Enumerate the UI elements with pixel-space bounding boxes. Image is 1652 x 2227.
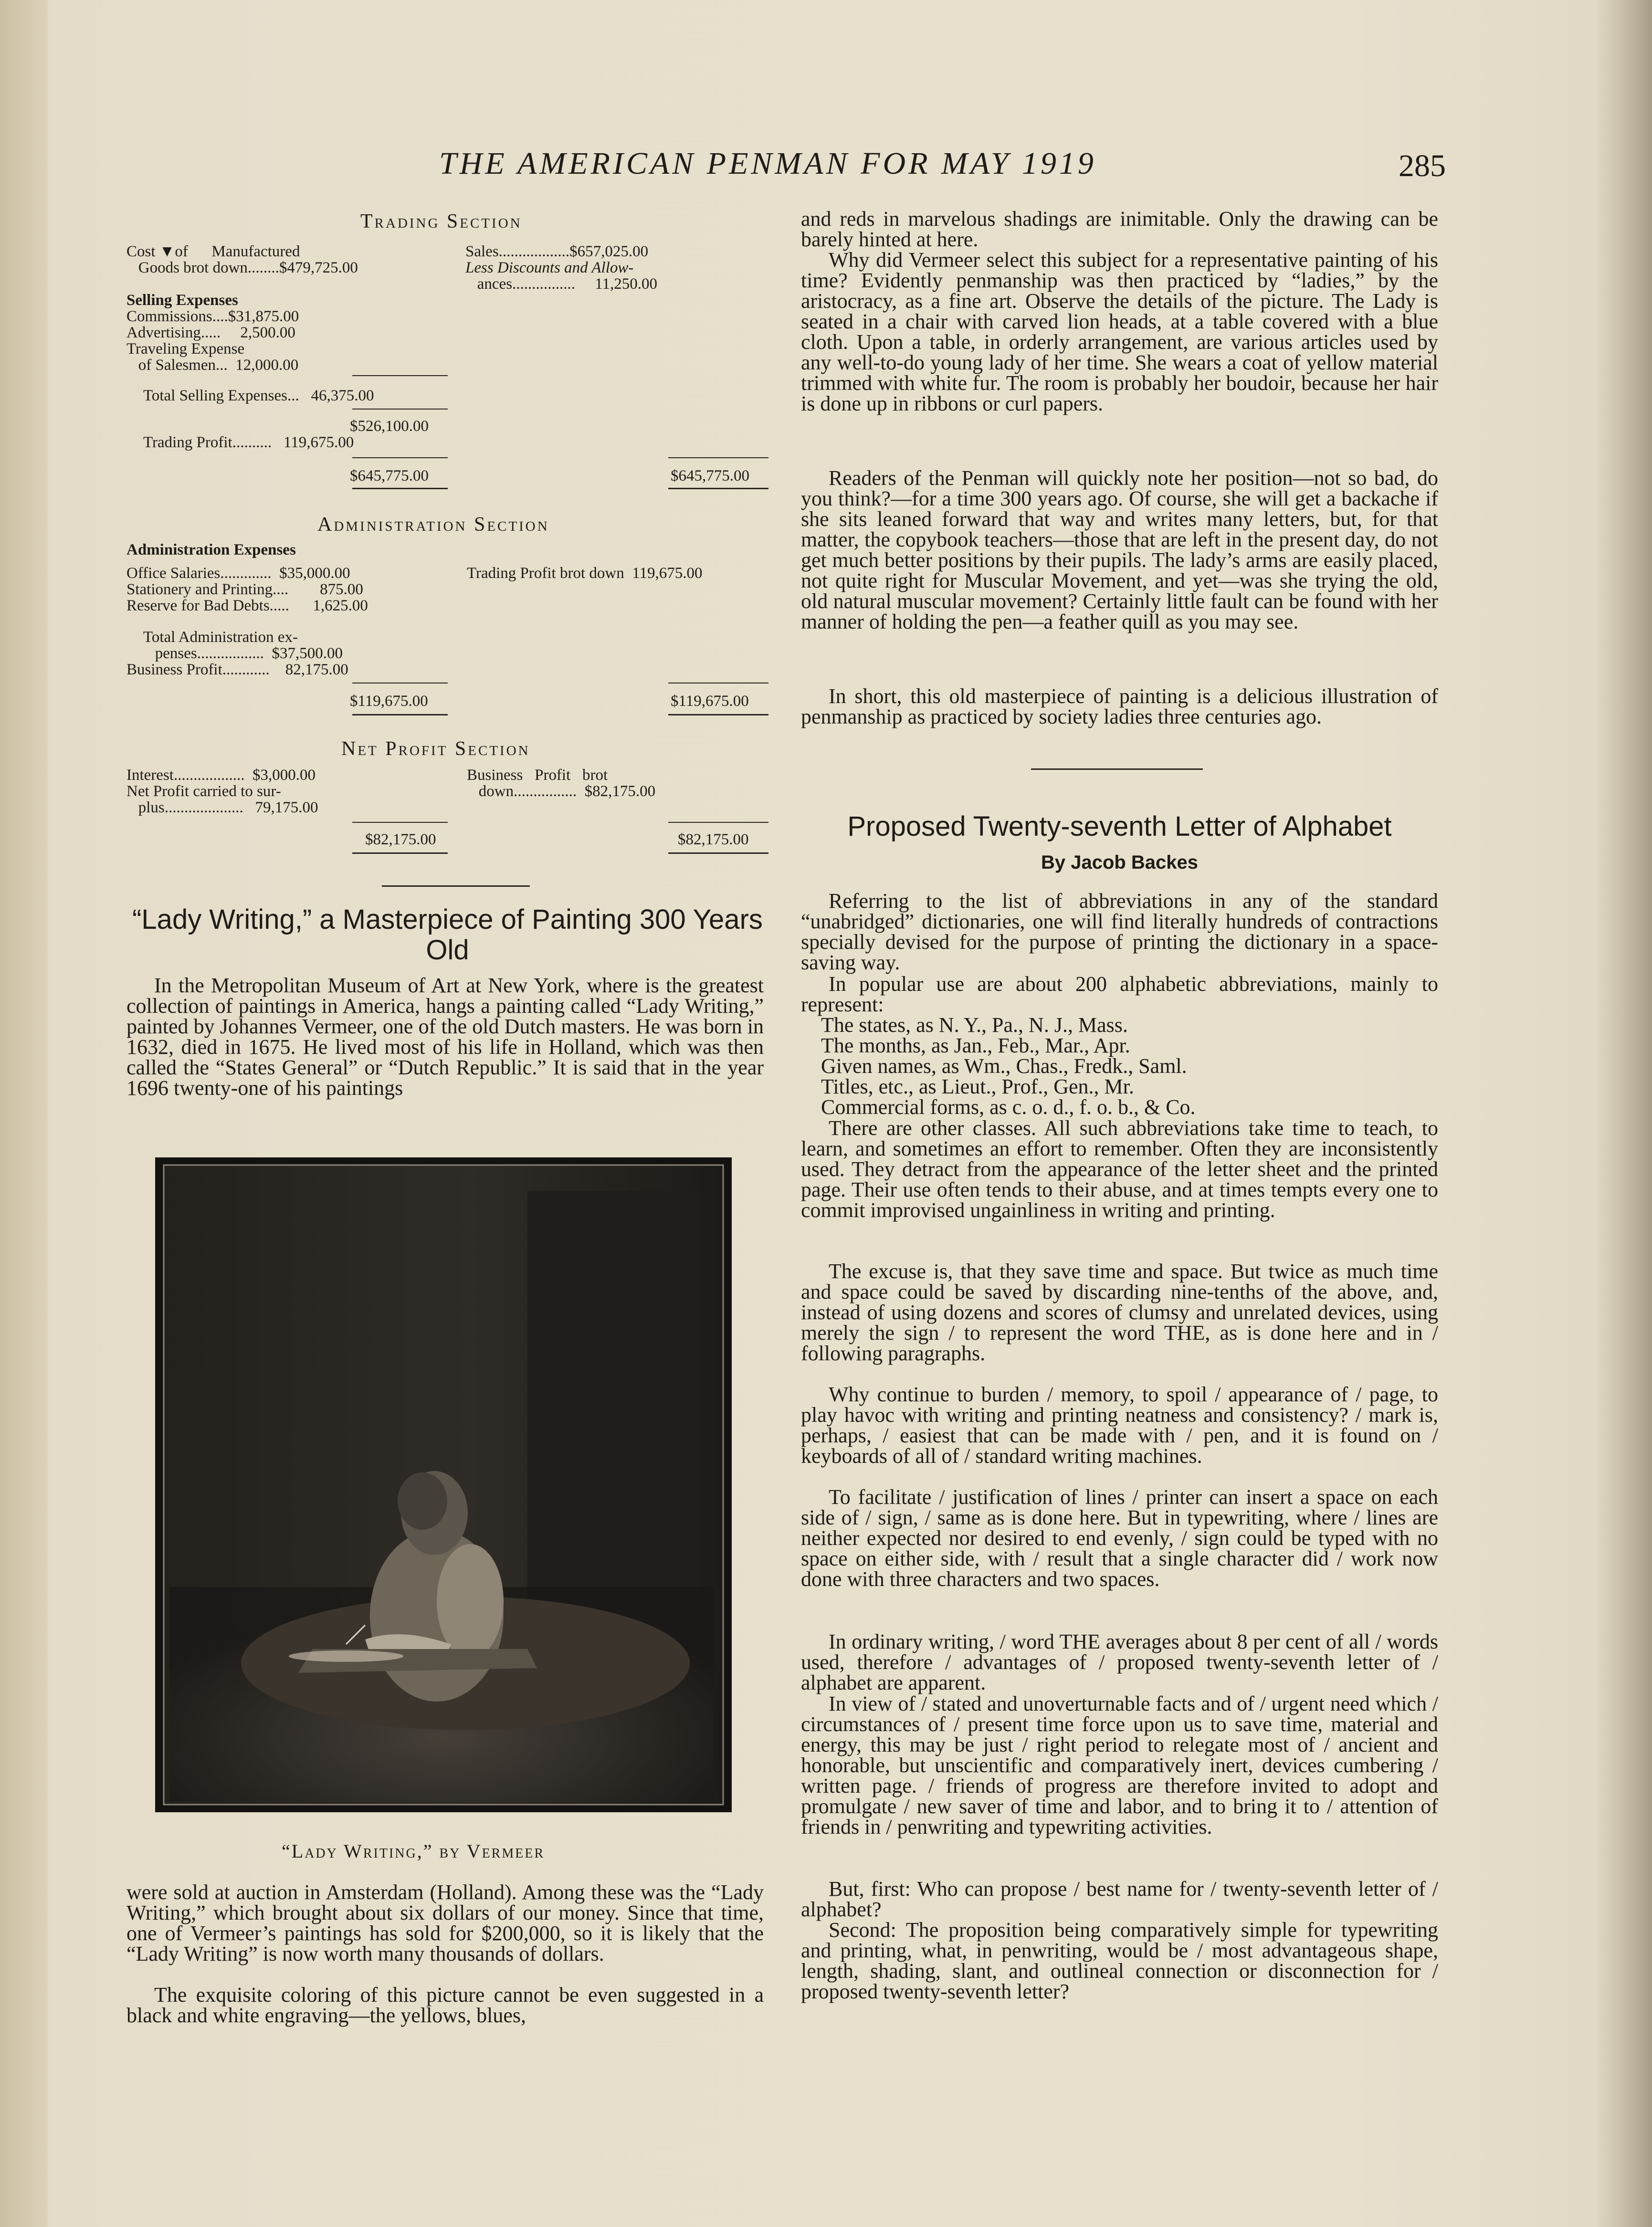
article-paragraph: were sold at auction in Amsterdam (Holland). Among these was the “Lady Writing,” which brought about six dollars of our money. Since that time, one of Vermeer’s paintings has sold for $200,000, so it is likely that the “Lady Writing” is now worth many thousands of dollars.: [126, 1880, 764, 1965]
ledger-rule: [668, 457, 768, 458]
admin-section-title: Administration Section: [317, 514, 549, 536]
article-paragraph: There are other classes. All such abbreviations take time to teach, to learn, and sometimes an effort to remember. Often they are inconsistently used. They detract from the appearance of the letter sheet and the printed page. Their use often tends to their abuse, and at times tempts every one to commit improvised ungainliness in writing and printing.: [801, 1116, 1438, 1222]
ledger-line: Business Profit............ 82,175.00: [126, 661, 348, 678]
ledger-line: $526,100.00: [350, 418, 429, 435]
ledger-line: Business Profit brot: [467, 767, 608, 784]
ledger-total: $645,775.00: [671, 467, 749, 484]
ledger-line: Interest.................. $3,000.00: [126, 767, 316, 784]
list-item: Titles, etc., as Lieut., Prof., Gen., Mr.: [821, 1075, 1134, 1098]
ledger-line: Trading Profit brot down 119,675.00: [467, 565, 703, 582]
ledger-line: Cost ▼of Manufactured: [126, 243, 300, 260]
binding-shadow: [0, 0, 48, 2227]
list-item: The states, as N. Y., Pa., N. J., Mass.: [821, 1013, 1128, 1037]
page-number: 285: [1399, 148, 1446, 183]
article-paragraph: In the Metropolitan Museum of Art at New York, where is the greatest collection of paintings in America, hangs a painting called “Lady Writing,” painted by Johannes Vermeer, one of the old Dutch masters. He was born in 1632, died in 1675. He lived most of his life in Holland, which was then called the “States General” or “Dutch Republic.” It is said that in the year 1696 twenty-one of his paintings: [126, 974, 764, 1100]
ledger-total: $119,675.00: [671, 693, 749, 710]
article-paragraph: Readers of the Penman will quickly note her position—not so bad, do you think?—for a time 300 years ago. Of course, she will get a backache if she sits leaned forward that way and writes many letters, but, for that matter, the copybook teachers—those that are left in the present day, do not get much better positions by their pupils. The lady’s arms are easily placed, not quite right for Muscular Movement, and yet—was she trying the old, old natural muscular movement? Certainly little fault can be found with her manner of holding the pen—a feather quill as you may see.: [801, 466, 1438, 633]
ledger-line: Commissions....$31,875.00: [126, 308, 299, 325]
ledger-line: plus.................... 79,175.00: [126, 799, 318, 816]
ledger-total: $82,175.00: [678, 831, 749, 848]
ledger-rule: [352, 488, 448, 489]
list-item: The months, as Jan., Feb., Mar., Apr.: [821, 1034, 1130, 1057]
article-paragraph: Why did Vermeer select this subject for a representative painting of his time? Evidently penmanship was then practiced by “ladies,” by the aristocracy, as a fine art. Observe the details of the picture. The Lady is seated in a chair with carved lion heads, at a table covered with a blue cloth. Upon a table, in orderly arrangement, are various articles used by any well-to-do young lady of her time. She wears a coat of yellow material trimmed with white fur. The room is probably her boudoir, because her hair is done up in ribbons or curl papers.: [801, 248, 1438, 415]
byline: By Jacob Backes: [1041, 852, 1199, 873]
painting-engraving: [155, 1157, 732, 1812]
ledger-rule: [352, 409, 448, 410]
ledger-rule: [668, 488, 768, 489]
ledger-line: ances................ 11,250.00: [465, 275, 658, 293]
article-paragraph: In short, this old masterpiece of painting is a delicious illustration of penmanship as practiced by society ladies three centuries ago.: [801, 684, 1438, 728]
lady-writing-painting: [155, 1157, 732, 1812]
ledger-line: Total Selling Expenses... 46,375.00: [143, 387, 374, 404]
ledger-line: Trading Profit.......... 119,675.00: [143, 434, 354, 451]
ledger-line: Goods brot down........$479,725.00: [126, 259, 358, 276]
article-paragraph: Why continue to burden / memory, to spoil / appearance of / page, to play havoc with writing and printing neatness and consistency? / mark is, perhaps, / easiest that can be made with / pen, and it is found on / keyboards of all of / standard writing machines.: [801, 1383, 1438, 1468]
ledger-rule: [668, 714, 768, 715]
ledger-total: $82,175.00: [365, 831, 436, 848]
net-profit-section-title: Net Profit Section: [341, 738, 530, 760]
ledger-rule: [668, 822, 768, 823]
ledger-line: Sales..................$657,025.00: [465, 243, 649, 260]
ledger-line: Less Discounts and Allow-: [465, 259, 634, 276]
ledger-rule: [352, 714, 448, 715]
ledger-line: Net Profit carried to sur-: [126, 783, 281, 800]
ledger-line: Total Administration ex-: [143, 629, 298, 646]
ledger-line: penses................. $37,500.00: [143, 645, 343, 662]
ledger-total: $119,675.00: [350, 693, 428, 710]
article-paragraph: To facilitate / justification of lines / printer can insert a space on each side of / sign, / same as is done here. But in typewriting, where / lines are neither expected nor desired to end evenly, / sign could be typed with no space on either side, with / result that a single character did / work now done with three characters and two spaces.: [801, 1485, 1438, 1591]
ledger-line: Reserve for Bad Debts..... 1,625.00: [126, 597, 368, 614]
article-paragraph: In popular use are about 200 alphabetic abbreviations, mainly to represent:: [801, 972, 1438, 1016]
running-header: THE AMERICAN PENMAN FOR MAY 1919: [439, 146, 1096, 181]
ledger-line: Office Salaries............. $35,000.00: [126, 565, 350, 582]
article-title-twenty-seventh-letter: Proposed Twenty-seventh Letter of Alphabet: [847, 811, 1392, 842]
ledger-rule: [352, 375, 448, 376]
ledger-line: Advertising..... 2,500.00: [126, 324, 295, 341]
ledger-line: Selling Expenses: [126, 292, 238, 309]
article-paragraph: But, first: Who can propose / best name for / twenty-seventh letter of / alphabet?: [801, 1877, 1438, 1921]
article-paragraph: In view of / stated and unoverturnable facts and of / urgent need which / circumstances of / present time force upon us to save time, material and energy, this may be just / right period to relegate most of / ancient and honorable, but unscientific and comparatively inert, devices cumbering / written page. / friends of progress are therefore invited to adopt and promulgate / new saver of time and labor, and to bring it to / attention of friends in / penwriting and typewriting activities.: [801, 1692, 1438, 1838]
article-paragraph: Second: The proposition being comparatively simple for typewriting and printing, what, in penwriting, would be / most advantageous shape, length, shading, slant, and outlineal connection or disconnection for / proposed twenty-seventh letter?: [801, 1918, 1438, 2003]
painting-caption: “Lady Writing,” by Vermeer: [282, 1840, 545, 1862]
section-divider: [1031, 768, 1203, 770]
section-divider: [382, 885, 530, 887]
ledger-line: down................ $82,175.00: [467, 783, 656, 800]
list-item: Given names, as Wm., Chas., Fredk., Saml.: [821, 1054, 1187, 1078]
article-paragraph: The exquisite coloring of this picture cannot be even suggested in a black and white engraving—the yellows, blues,: [126, 1983, 764, 2027]
trading-section-title: Trading Section: [360, 210, 522, 232]
ledger-rule: [668, 852, 768, 854]
ledger-line: Administration Expenses: [126, 541, 296, 558]
ledger-line: Stationery and Printing.... 875.00: [126, 581, 363, 598]
ledger-rule: [352, 852, 448, 854]
ledger-line: of Salesmen... 12,000.00: [126, 357, 299, 374]
article-paragraph: Referring to the list of abbreviations in any of the standard “unabridged” dictionaries, one will find literally hundreds of contractions specially devised for the purpose of printing the dictionary in a space-saving way.: [801, 889, 1438, 974]
article-paragraph: In ordinary writing, / word THE averages about 8 per cent of all / words used, therefore / advantages of / proposed twenty-seventh letter of / alphabet are apparent.: [801, 1630, 1438, 1694]
article-paragraph: and reds in marvelous shadings are inimitable. Only the drawing can be barely hinted at here.: [801, 207, 1438, 251]
article-title-lady-writing: “Lady Writing,” a Masterpiece of Painting 300 Years Old: [132, 904, 763, 966]
list-item: Commercial forms, as c. o. d., f. o. b., & Co.: [821, 1095, 1196, 1119]
ledger-line: Traveling Expense: [126, 340, 245, 357]
article-paragraph: The excuse is, that they save time and space. But twice as much time and space could be saved by discarding nine-tenths of the above, and, instead of using dozens and scores of clumsy and unrelated devices, using merely the sign / to represent the word THE, as is done here and in / following paragraphs.: [801, 1260, 1438, 1365]
ledger-rule: [352, 457, 448, 458]
ledger-total: $645,775.00: [350, 467, 429, 484]
ledger-rule: [352, 822, 448, 823]
